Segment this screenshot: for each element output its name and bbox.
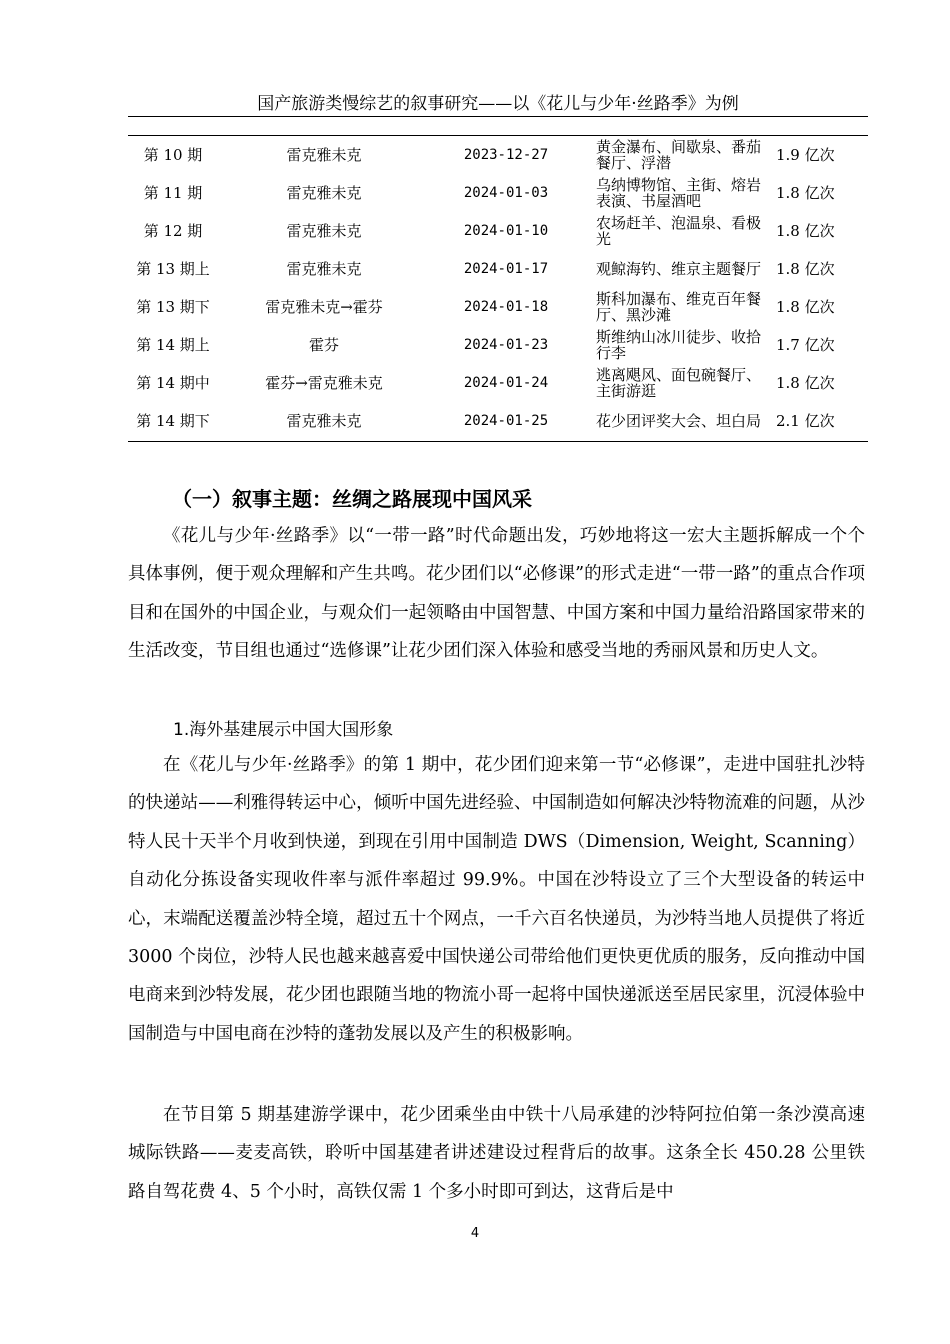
cell-date: 2024-01-23 — [463, 337, 549, 353]
table-row — [128, 250, 890, 288]
cell-date: 2024-01-18 — [463, 299, 549, 315]
cell-episode: 第 11 期 — [143, 184, 203, 202]
header-rule — [128, 116, 868, 117]
cell-date: 2024-01-17 — [463, 261, 549, 277]
cell-episode: 第 13 期上 — [136, 260, 210, 278]
table-row — [128, 136, 890, 174]
table-row — [128, 174, 890, 212]
cell-views: 2.1 亿次 — [776, 412, 835, 430]
cell-content: 花少团评奖大会、坦白局 — [596, 412, 762, 430]
episode-table — [128, 136, 890, 440]
cell-location: 雷克雅未克→霍芬 — [265, 298, 383, 316]
cell-views: 1.9 亿次 — [776, 146, 835, 164]
paragraph-2: 在节目第 5 期基建游学课中，花少团乘坐由中铁十八局承建的沙特阿拉伯第一条沙漠高速城际铁路——麦麦高铁，聆听中国基建者讲述建设过程背后的故事。这条全长 450.28 公里铁路自驾花费 4、5 个小时，高铁仅需 1 个多小时即可到达，这背后是中 — [128, 1105, 865, 1202]
cell-episode: 第 14 期中 — [136, 374, 210, 392]
cell-date: 2024-01-10 — [463, 223, 549, 239]
cell-content: 斯维纳山冰川徒步、收拾行李 — [596, 328, 762, 362]
section-heading: （一）叙事主题：丝绸之路展现中国风采 — [172, 487, 532, 511]
cell-views: 1.8 亿次 — [776, 298, 835, 316]
table-row — [128, 364, 890, 402]
cell-episode: 第 10 期 — [143, 146, 203, 164]
cell-episode: 第 14 期上 — [136, 336, 210, 354]
cell-content: 逃离飓风、面包碗餐厅、主街游逛 — [596, 366, 762, 400]
intro-paragraph: 《花儿与少年·丝路季》以“一带一路”时代命题出发，巧妙地将这一宏大主题拆解成一个个具体事例，便于观众理解和产生共鸣。花少团们以“必修课”的形式走进“一带一路”的重点合作项目和在国外的中国企业，与观众们一起领略由中国智慧、中国方案和中国力量给沿路国家带来的生活改变，节目组也通过“选修课”让花少团们深入体验和感受当地的秀丽风景和历史人文。 — [128, 526, 865, 662]
cell-date: 2024-01-24 — [463, 375, 549, 391]
cell-episode: 第 14 期下 — [136, 412, 210, 430]
cell-location: 霍芬 — [308, 336, 339, 354]
cell-content: 乌纳博物馆、主街、熔岩表演、书屋酒吧 — [596, 176, 762, 210]
table-row — [128, 326, 890, 364]
table-row — [128, 402, 890, 440]
cell-views: 1.8 亿次 — [776, 184, 835, 202]
cell-views: 1.8 亿次 — [776, 374, 835, 392]
cell-location: 雷克雅未克 — [286, 412, 362, 430]
table-row — [128, 288, 890, 326]
table-row — [128, 212, 890, 250]
page-number: 4 — [470, 1226, 480, 1241]
cell-views: 1.8 亿次 — [776, 260, 835, 278]
cell-date: 2024-01-25 — [463, 413, 549, 429]
cell-content: 观鲸海钓、维京主题餐厅 — [596, 260, 762, 278]
episode-table-body — [128, 136, 890, 440]
cell-location: 雷克雅未克 — [286, 260, 362, 278]
cell-content: 斯科加瀑布、维克百年餐厅、黑沙滩 — [596, 290, 762, 324]
cell-views: 1.8 亿次 — [776, 222, 835, 240]
cell-date: 2023-12-27 — [463, 147, 549, 163]
cell-views: 1.7 亿次 — [776, 336, 835, 354]
cell-location: 霍芬→雷克雅未克 — [265, 374, 383, 392]
paragraph-1: 在《花儿与少年·丝路季》的第 1 期中，花少团们迎来第一节“必修课”，走进中国驻扎沙特的快递站——利雅得转运中心，倾听中国先进经验、中国制造如何解决沙特物流难的问题，从沙特人民十天半个月收到快递，到现在引用中国制造 DWS（Dimension, Weight, Scanning）自动化分拣设备实现收件率与派件率超过 99.9%。中国在沙特设立了三个大型设备的转运中心，末端配送覆盖沙特全境，超过五十个网点，一千六百名快递员，为沙特当地人员提供了将近 3000 个岗位，沙特人民也越来越喜爱中国快递公司带给他们更快更优质的服务，反向推动中国电商来到沙特发展，花少团也跟随当地的物流小哥一起将中国快递派送至居民家里，沉浸体验中国制造与中国电商在沙特的蓬勃发展以及产生的积极影响。 — [128, 755, 865, 1044]
cell-location: 雷克雅未克 — [286, 184, 362, 202]
subsection-heading: 1.海外基建展示中国大国形象 — [173, 720, 394, 740]
cell-location: 雷克雅未克 — [286, 146, 362, 164]
cell-episode: 第 12 期 — [143, 222, 203, 240]
cell-episode: 第 13 期下 — [136, 298, 210, 316]
cell-content: 黄金瀑布、间歇泉、番茄餐厅、浮潜 — [596, 138, 762, 172]
cell-content: 农场赶羊、泡温泉、看极光 — [596, 214, 762, 248]
cell-location: 雷克雅未克 — [286, 222, 362, 240]
table-bottom-rule — [128, 441, 868, 442]
running-header: 国产旅游类慢综艺的叙事研究——以《花儿与少年·丝路季》为例 — [257, 94, 739, 114]
cell-date: 2024-01-03 — [463, 185, 549, 201]
